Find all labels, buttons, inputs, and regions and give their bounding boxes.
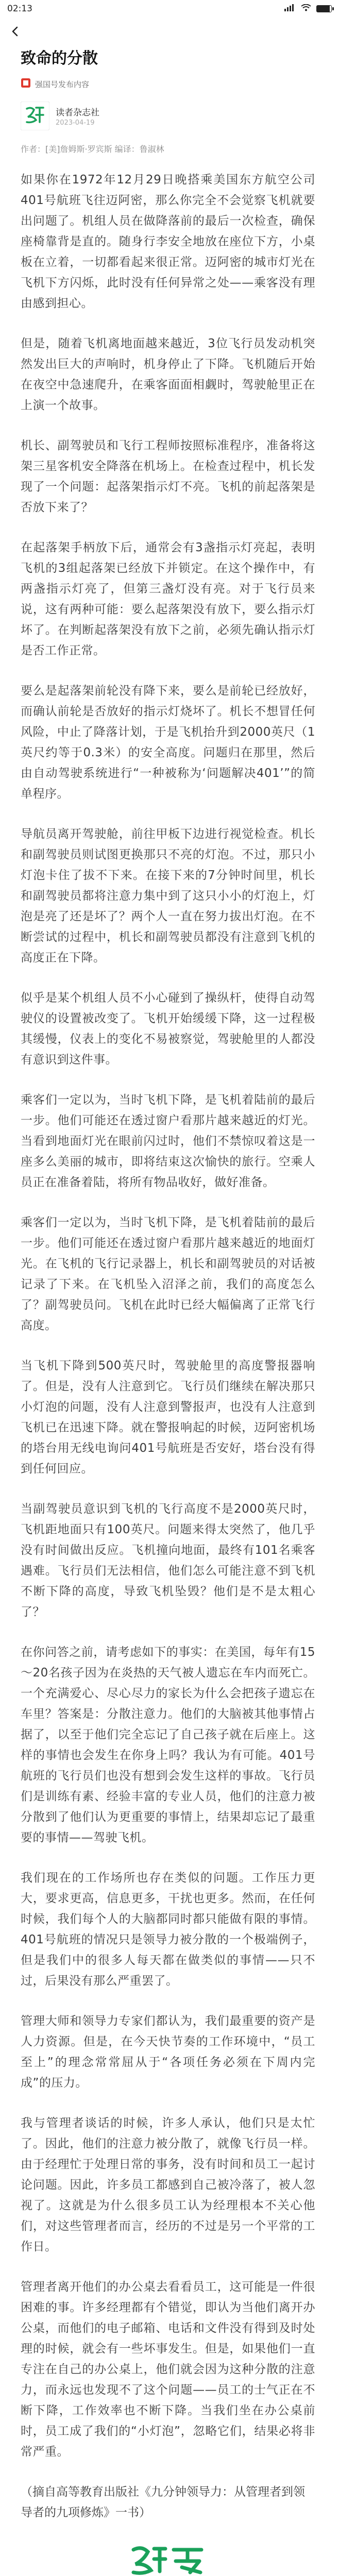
wifi-icon: [301, 4, 311, 13]
battery-icon: [316, 5, 332, 12]
status-bar: [0, 0, 339, 18]
source-label: 强国号发布内容: [35, 79, 90, 89]
article-paragraph: 机长、副驾驶员和飞行工程师按照标准程序，准备将这架三星客机安全降落在机场上。在检查过程中，机长发现了一个问题：起落架指示灯不亮。飞机的前起落架是否放下来了？: [21, 438, 315, 514]
publish-date: 2023-04-19: [56, 119, 95, 127]
article-credit: （摘自高等教育出版社《九分钟领导力：从管理者到领导者的九项修炼》一书）: [21, 2485, 305, 2519]
article-paragraph: 在起落架手柄放下后，通常会有3盏指示灯亮起，表明飞机的3组起落架已经放下并锁定。在这个操作中，有两盏指示灯亮了，但第三盏灯没有亮。对于飞行员来说，这有两种可能：要么起落架没有放下，要么指示灯坏了。在判断起落架没有放下之前，必须先确认指示灯是否工作正常。: [21, 540, 315, 657]
author-meta: 作者：[美]詹姆斯·罗宾斯 编译：鲁淑林: [21, 144, 164, 154]
footer-logo: [21, 2540, 315, 2576]
author-name: 读者杂志社: [56, 108, 99, 118]
article-paragraph: 要么是起落架前轮没有降下来，要么是前轮已经放好，而确认前轮是否放好的指示灯烧坏了。机长不想冒任何风险，中止了降落计划，于是飞机抬升到2000英尺（1英尺约等于0.3米）的安全高度。问题归在那里，然后由自动驾驶系统进行“一种被称为‘问题解决401’”的简单程序。: [21, 684, 315, 801]
article-paragraph: 当飞机下降到500英尺时，驾驶舱里的高度警报器响了。但是，没有人注意到它。飞行员们继续在解决那只小灯泡的问题，没有人注意到警报声，也没有人注意到飞机已在迅速下降。就在警报响起的时候，迈阿密机场的塔台用无线电询问401号航班是否安好，塔台没有得到任何回应。: [21, 1359, 315, 1476]
article: [0, 48, 339, 2576]
article-paragraph: 似乎是某个机组人员不小心碰到了操纵杆，使得自动驾驶仪的设置被改变了。飞机开始缓缓下降，这一过程极其缓慢，仪表上的变化不易被察觉，驾驶舱里的人都没有意识到这件事。: [21, 991, 315, 1066]
author-info: [56, 105, 99, 127]
back-arrow-icon: [10, 26, 21, 37]
strong-nation-icon: [21, 78, 31, 90]
article-body: [21, 170, 315, 2462]
status-time: 02:13: [7, 4, 32, 14]
article-paragraph: 当副驾驶员意识到飞机的飞行高度不是2000英尺时，飞机距地面只有100英尺。问题来得太突然了，他几乎没有时间做出反应。飞机撞向地面，最终有101名乘客遇难。飞行员们无法相信，他们怎么可能注意不到飞机不断下降的高度，导致飞机坠毁？他们是不是太粗心了？: [21, 1502, 315, 1619]
article-paragraph: 导航员离开驾驶舱，前往甲板下边进行视觉检查。机长和副驾驶员则试图更换那只不亮的灯泡。不过，那只小灯泡卡住了拔不下来。在接下来的7分钟时间里，机长和副驾驶员都将注意力集中到了这只小小的灯泡上，灯泡是亮了还是坏了？两个人一直在努力拔出灯泡。在不断尝试的过程中，机长和副驾驶员都没有注意到飞机的高度正在下降。: [21, 827, 315, 964]
article-paragraph: 乘客们一定以为，当时飞机下降，是飞机着陆前的最后一步。他们可能还在透过窗户看那片越来越近的地面灯光。在飞机的飞行记录器上，机长和副驾驶员的对话被记录了下来。在飞机坠入沼泽之前，我们的高度怎么了？副驾驶员问。飞机在此时已经大幅偏离了正常飞行高度。: [21, 1215, 315, 1332]
article-paragraph: 在你问答之前，请考虑如下的事实：在美国，每年有15～20名孩子因为在炎热的天气被人遗忘在车内而死亡。一个充满爱心、尽心尽力的家长为什么会把孩子遗忘在车里？答案是：分散注意力。他们的大脑被其他事情占据了，以至于他们完全忘记了自己孩子就在后座上。这样的事情也会发生在你身上吗？我认为有可能。401号航班的飞行员们也没有想到会发生这样的事故。飞行员们是训练有素、经验丰富的专业人员，他们的注意力被分散到了他们认为更重要的事情上，结果却忘记了最重要的事情——驾驶飞机。: [21, 1645, 315, 1844]
article-paragraph: 如果你在1972年12月29日晚搭乘美国东方航空公司401号航班飞往迈阿密，那么你完全不会觉察飞机就要出问题了。机组人员在做降落前的最后一次检查，确保座椅靠背是直的。随身行李安全地放在座位下方，小桌板在立着，一切都看起来很正常。迈阿密的城市灯光在飞机下方闪烁，此时没有任何异常之处——乘客没有理由感到担心。: [21, 173, 315, 310]
author-logo: [21, 101, 49, 130]
article-title: 致命的分散: [21, 49, 98, 67]
source-line: [21, 78, 315, 90]
author-row[interactable]: [21, 101, 315, 130]
article-paragraph: 管理者离开他们的办公桌去看看员工，这可能是一件很困难的事。许多经理都有个错觉，即认为当他们离开办公桌，而他们的电子邮箱、电话和文件没有得到及时处理的时候，就会有一些坏事发生。但是，如果他们一直专注在自己的办公桌上，他们就会因为这种分散的注意力，而永远也发现不了这个问题——员工的士气正在不断下降，工作效率也不断下降。当我们坐在办公桌前时，员工成了我们的“小灯泡”，忽略它们，结果必将非常严重。: [21, 2280, 315, 2459]
back-button[interactable]: [6, 22, 25, 41]
signal-icon: [284, 4, 296, 13]
nav-bar: [0, 18, 339, 45]
article-paragraph: 管理大师和领导力专家们都认为，我们最重要的资产是人力资源。但是，在今天快节奏的工作环境中，“员工至上”的理念常常屈从于“各项任务必须在下周内完成”的压力。: [21, 2014, 315, 2090]
article-paragraph: 我们现在的工作场所也存在类似的问题。工作压力更大，要求更高，信息更多，干扰也更多。然而，在任何时候，我们每个人的大脑都同时都只能做有限的事情。401号航班的情况只是领导力被分散的一个极端例子，但是我们中的很多人每天都在做类似的事情——只不过，后果没有那么严重罢了。: [21, 1871, 315, 1988]
article-paragraph: 但是，随着飞机离地面越来越近，3位飞行员发动机突然发出巨大的声响时，机身停止了下降。飞机随后开始在夜空中急速爬升，在乘客面面相觑时，驾驶舱里正在上演一个故事。: [21, 336, 315, 412]
article-paragraph: 我与管理者谈话的时候，许多人承认，他们只是太忙了。因此，他们的注意力被分散了，就像飞行员一样。由于经理忙于处理日常的事务，没有时间和员工一起讨论问题。因此，许多员工都感到自己被冷落了，被人忽视了。这就是为什么很多员工认为经理根本不关心他们，对这些管理者而言，经历的不过是另一个平常的工作日。: [21, 2116, 315, 2253]
article-paragraph: 乘客们一定以为，当时飞机下降，是飞机着陆前的最后一步。他们可能还在透过窗户看那片越来越近的灯光。当看到地面灯光在眼前闪过时，他们不禁惊叹着这是一座多么美丽的城市，即将结束这次愉快的旅行。空乘人员正在准备着陆，将所有物品收好，做好准备。: [21, 1093, 315, 1189]
status-icons: [284, 4, 332, 13]
